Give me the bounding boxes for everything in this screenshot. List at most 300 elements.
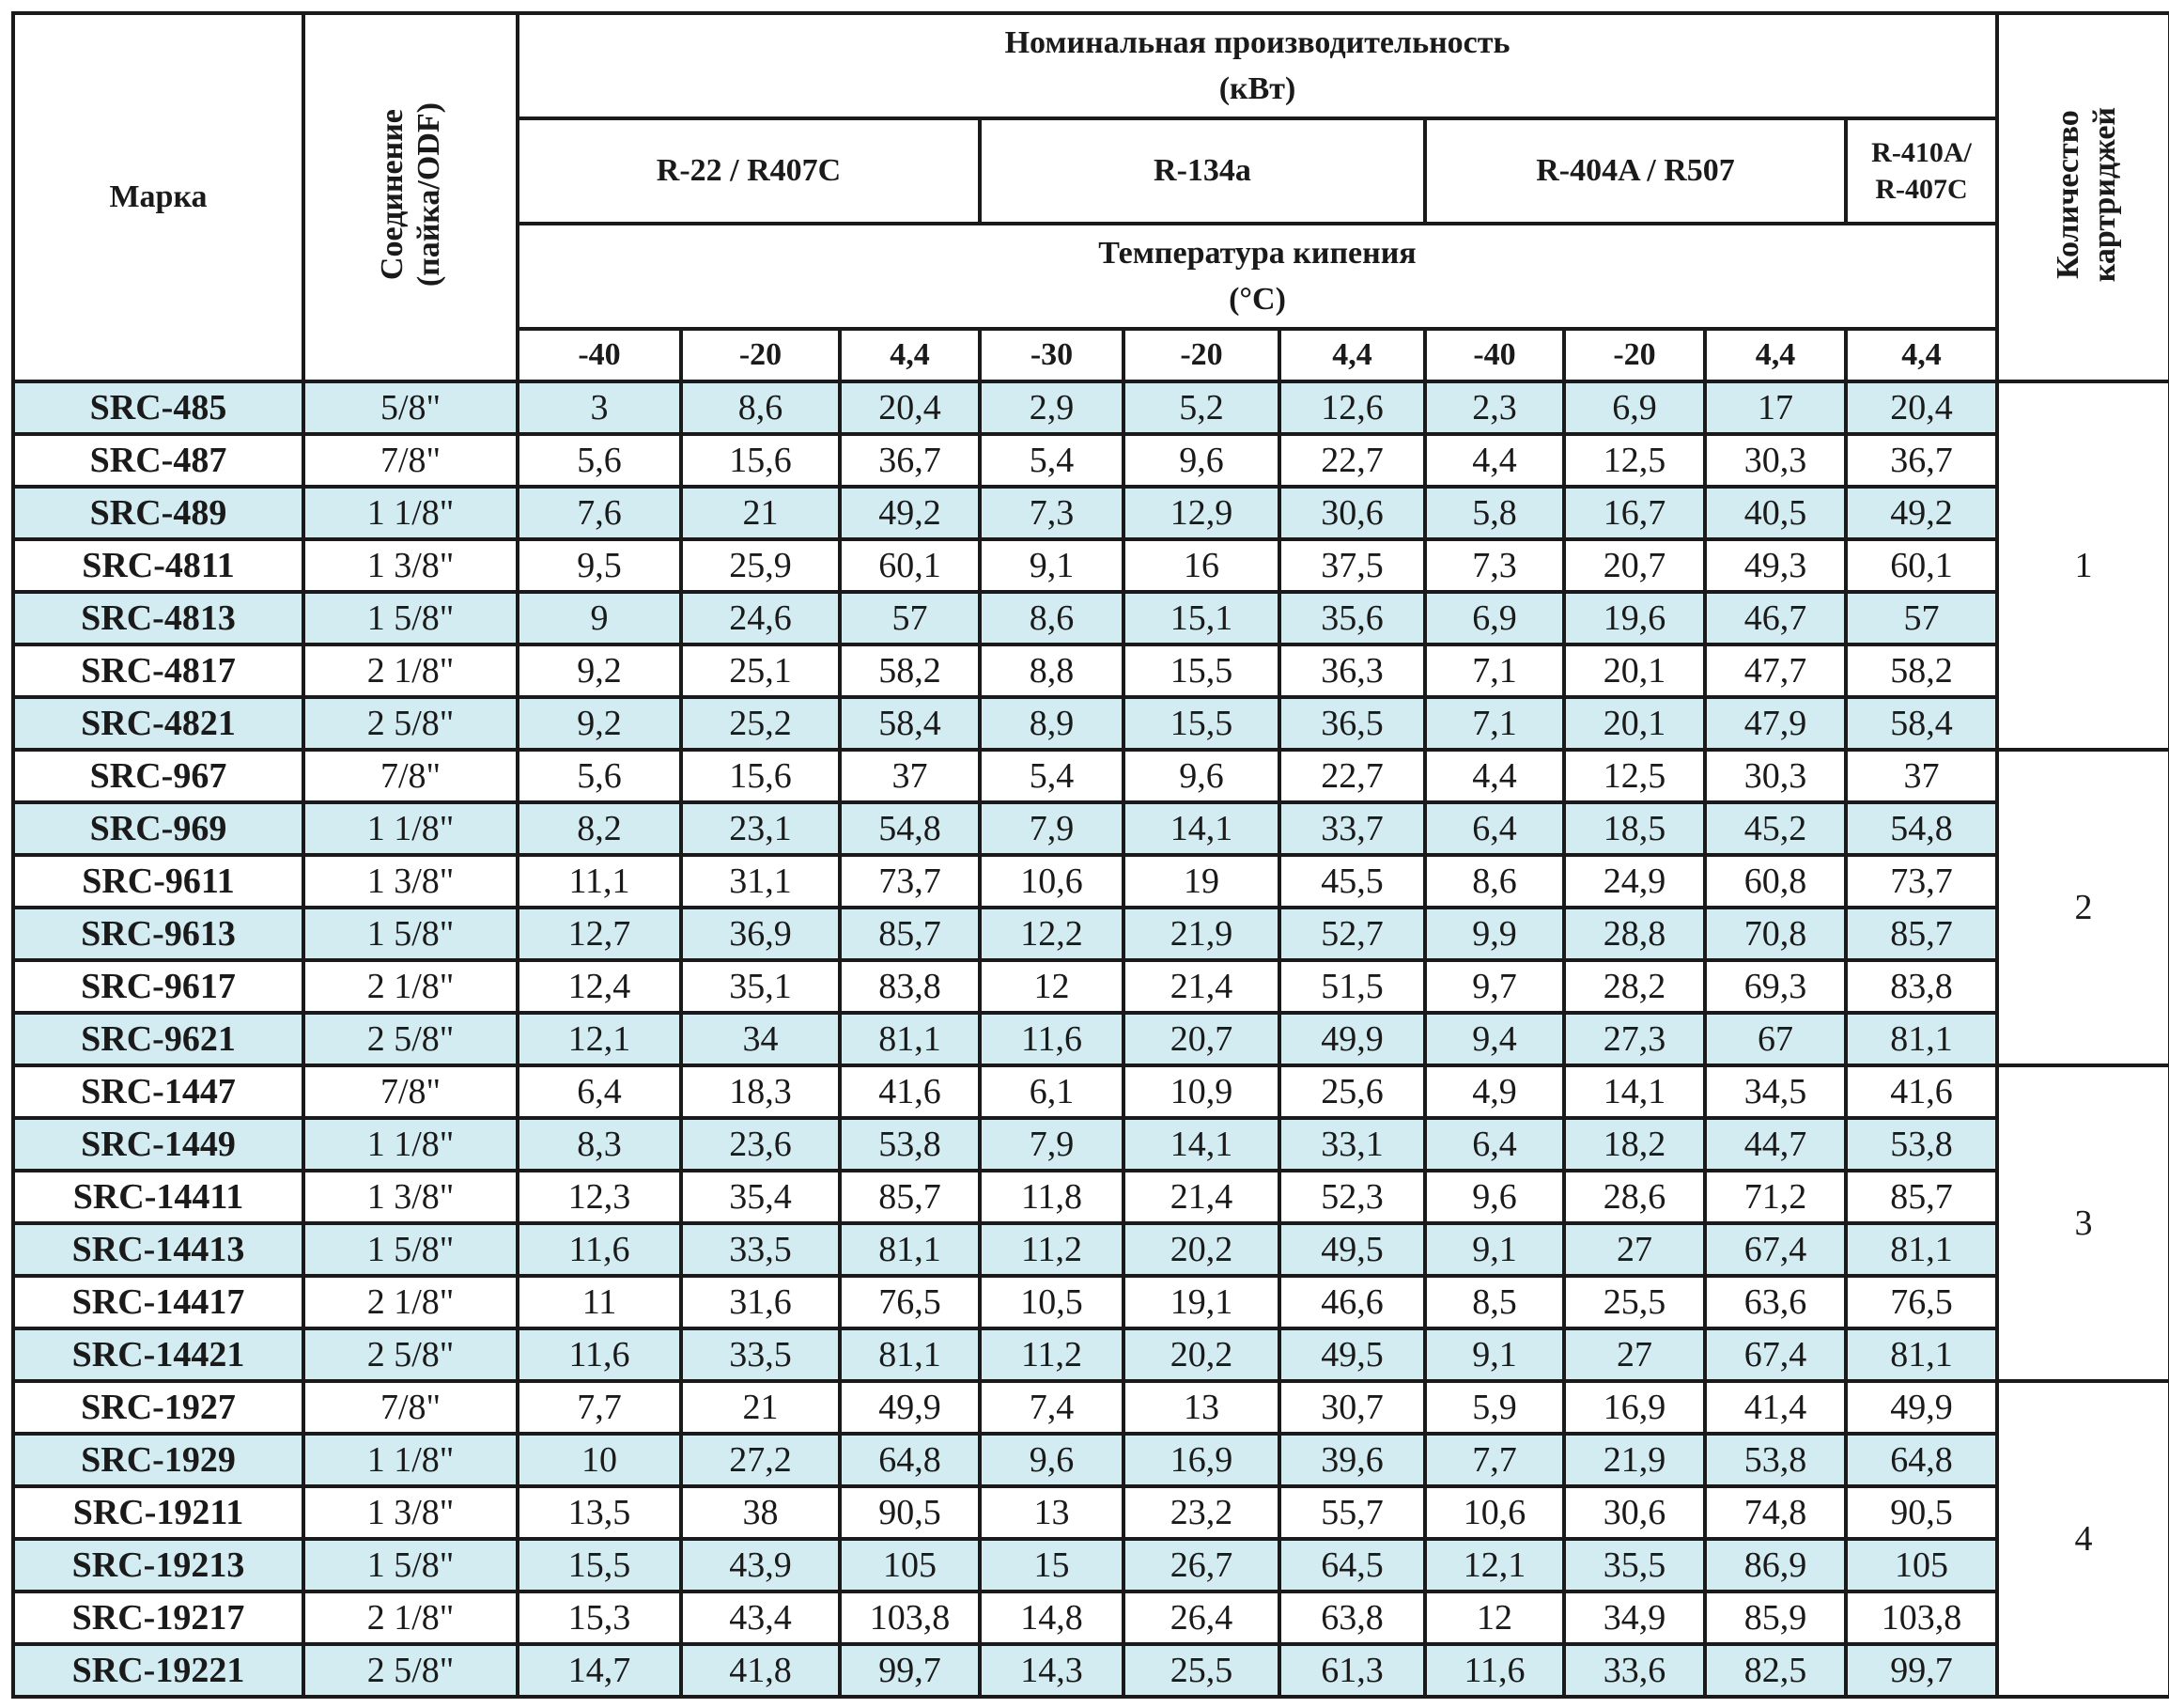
capacity-cell: 30,3 (1705, 750, 1846, 802)
capacity-cell: 43,4 (681, 1592, 840, 1644)
capacity-cell: 63,6 (1705, 1276, 1846, 1328)
capacity-cell: 12,2 (980, 908, 1123, 960)
capacity-cell: 9,6 (1123, 750, 1279, 802)
capacity-cell: 34,9 (1564, 1592, 1705, 1644)
capacity-cell: 33,6 (1564, 1644, 1705, 1697)
capacity-cell: 9,7 (1425, 960, 1564, 1013)
capacity-cell: 10,6 (980, 855, 1123, 908)
brand-cell: SRC-4821 (13, 697, 303, 750)
capacity-cell: 9,5 (518, 539, 681, 592)
connection-header (303, 13, 518, 381)
brand-cell: SRC-19211 (13, 1486, 303, 1539)
capacity-cell: 20,1 (1564, 697, 1705, 750)
connection-header-line2: (пайка/ODF) (411, 102, 446, 287)
brand-header: Марка (13, 13, 303, 381)
capacity-cell: 33,5 (681, 1223, 840, 1276)
temperature-header-cell: -40 (1425, 329, 1564, 381)
table-row (13, 1486, 2169, 1539)
capacity-cell: 83,8 (1846, 960, 1997, 1013)
capacity-cell: 85,7 (840, 908, 980, 960)
capacity-cell: 27,2 (681, 1434, 840, 1486)
connection-cell: 1 1/8" (303, 487, 518, 539)
temperature-header-cell: 4,4 (840, 329, 980, 381)
connection-cell: 1 1/8" (303, 802, 518, 855)
capacity-cell: 103,8 (1846, 1592, 1997, 1644)
capacity-cell: 25,5 (1123, 1644, 1279, 1697)
capacity-cell: 21,9 (1123, 908, 1279, 960)
capacity-cell: 60,1 (840, 539, 980, 592)
capacity-cell: 21,4 (1123, 1171, 1279, 1223)
table-row (13, 697, 2169, 750)
capacity-cell: 12,1 (518, 1013, 681, 1065)
capacity-cell: 6,9 (1425, 592, 1564, 644)
connection-cell: 2 1/8" (303, 1592, 518, 1644)
capacity-cell: 14,1 (1123, 1118, 1279, 1171)
capacity-cell: 25,6 (1279, 1065, 1425, 1118)
capacity-cell: 33,1 (1279, 1118, 1425, 1171)
connection-cell: 1 3/8" (303, 539, 518, 592)
table-row (13, 1223, 2169, 1276)
capacity-cell: 28,2 (1564, 960, 1705, 1013)
brand-cell: SRC-9621 (13, 1013, 303, 1065)
connection-cell: 5/8" (303, 381, 518, 434)
capacity-cell: 90,5 (840, 1486, 980, 1539)
table-row (13, 802, 2169, 855)
capacity-cell: 7,9 (980, 1118, 1123, 1171)
capacity-cell: 35,5 (1564, 1539, 1705, 1592)
cartridge-count-cell: 2 (1997, 750, 2169, 1065)
table-row (13, 381, 2169, 434)
capacity-cell: 36,3 (1279, 644, 1425, 697)
capacity-cell: 5,6 (518, 434, 681, 487)
capacity-cell: 51,5 (1279, 960, 1425, 1013)
capacity-cell: 11 (518, 1276, 681, 1328)
capacity-cell: 36,5 (1279, 697, 1425, 750)
temperature-header-cell: -40 (518, 329, 681, 381)
capacity-cell: 49,9 (1846, 1381, 1997, 1434)
temperature-header-cell: 4,4 (1705, 329, 1846, 381)
capacity-cell: 5,6 (518, 750, 681, 802)
capacity-cell: 54,8 (840, 802, 980, 855)
compressor-spec-table (11, 11, 2169, 1699)
capacity-cell: 9,1 (1425, 1223, 1564, 1276)
refrigerant-r410a-line1: R-410A/ (1871, 137, 1972, 168)
capacity-cell: 12,4 (518, 960, 681, 1013)
capacity-cell: 60,1 (1846, 539, 1997, 592)
capacity-cell: 67 (1705, 1013, 1846, 1065)
capacity-cell: 5,9 (1425, 1381, 1564, 1434)
capacity-cell: 73,7 (840, 855, 980, 908)
capacity-cell: 15,1 (1123, 592, 1279, 644)
capacity-cell: 46,7 (1705, 592, 1846, 644)
cartridge-count-cell: 4 (1997, 1381, 2169, 1697)
capacity-cell: 15,5 (1123, 697, 1279, 750)
capacity-cell: 49,2 (1846, 487, 1997, 539)
cartridge-count-cell: 1 (1997, 381, 2169, 750)
capacity-cell: 31,1 (681, 855, 840, 908)
cartridge-count-header-line2: картриджей (2087, 107, 2123, 283)
capacity-cell: 81,1 (840, 1328, 980, 1381)
capacity-cell: 49,2 (840, 487, 980, 539)
connection-cell: 7/8" (303, 1381, 518, 1434)
temperature-header-cell: 4,4 (1279, 329, 1425, 381)
capacity-cell: 35,1 (681, 960, 840, 1013)
connection-cell: 1 3/8" (303, 1486, 518, 1539)
capacity-cell: 55,7 (1279, 1486, 1425, 1539)
capacity-cell: 45,5 (1279, 855, 1425, 908)
capacity-cell: 33,7 (1279, 802, 1425, 855)
capacity-header-line2: (кВт) (1218, 71, 1296, 106)
connection-cell: 7/8" (303, 434, 518, 487)
capacity-cell: 53,8 (840, 1118, 980, 1171)
capacity-cell: 7,3 (1425, 539, 1564, 592)
capacity-cell: 38 (681, 1486, 840, 1539)
cartridge-count-header-line1: Количество (2051, 110, 2086, 280)
capacity-cell: 5,4 (980, 434, 1123, 487)
capacity-cell: 20,2 (1123, 1223, 1279, 1276)
capacity-cell: 24,9 (1564, 855, 1705, 908)
brand-cell: SRC-489 (13, 487, 303, 539)
brand-cell: SRC-967 (13, 750, 303, 802)
capacity-cell: 37 (1846, 750, 1997, 802)
brand-cell: SRC-14417 (13, 1276, 303, 1328)
capacity-cell: 7,7 (1425, 1434, 1564, 1486)
capacity-cell: 33,5 (681, 1328, 840, 1381)
brand-cell: SRC-485 (13, 381, 303, 434)
capacity-cell: 60,8 (1705, 855, 1846, 908)
capacity-cell: 2,3 (1425, 381, 1564, 434)
capacity-cell: 82,5 (1705, 1644, 1846, 1697)
capacity-cell: 25,2 (681, 697, 840, 750)
capacity-cell: 20,2 (1123, 1328, 1279, 1381)
table-row (13, 1434, 2169, 1486)
capacity-cell: 26,7 (1123, 1539, 1279, 1592)
table-row (13, 487, 2169, 539)
capacity-cell: 58,4 (840, 697, 980, 750)
connection-cell: 7/8" (303, 750, 518, 802)
capacity-cell: 12,5 (1564, 750, 1705, 802)
capacity-cell: 67,4 (1705, 1328, 1846, 1381)
refrigerant-r404a-header: R-404A / R507 (1425, 118, 1846, 224)
capacity-cell: 34,5 (1705, 1065, 1846, 1118)
capacity-cell: 8,9 (980, 697, 1123, 750)
capacity-cell: 71,2 (1705, 1171, 1846, 1223)
capacity-cell: 85,7 (1846, 1171, 1997, 1223)
capacity-cell: 11,1 (518, 855, 681, 908)
capacity-cell: 14,1 (1564, 1065, 1705, 1118)
capacity-cell: 99,7 (840, 1644, 980, 1697)
capacity-cell: 2,9 (980, 381, 1123, 434)
brand-cell: SRC-4813 (13, 592, 303, 644)
capacity-cell: 4,9 (1425, 1065, 1564, 1118)
capacity-cell: 21 (681, 487, 840, 539)
brand-cell: SRC-487 (13, 434, 303, 487)
brand-cell: SRC-19217 (13, 1592, 303, 1644)
table-row (13, 960, 2169, 1013)
connection-cell: 1 1/8" (303, 1118, 518, 1171)
capacity-cell: 103,8 (840, 1592, 980, 1644)
capacity-cell: 86,9 (1705, 1539, 1846, 1592)
brand-cell: SRC-9617 (13, 960, 303, 1013)
capacity-cell: 9,1 (1425, 1328, 1564, 1381)
capacity-cell: 7,1 (1425, 697, 1564, 750)
table-row (13, 1328, 2169, 1381)
capacity-cell: 7,4 (980, 1381, 1123, 1434)
connection-cell: 2 1/8" (303, 644, 518, 697)
capacity-cell: 20,4 (1846, 381, 1997, 434)
table-row (13, 1539, 2169, 1592)
capacity-cell: 99,7 (1846, 1644, 1997, 1697)
capacity-cell: 22,7 (1279, 434, 1425, 487)
capacity-cell: 15,5 (518, 1539, 681, 1592)
capacity-cell: 14,7 (518, 1644, 681, 1697)
table-row (13, 644, 2169, 697)
capacity-cell: 37,5 (1279, 539, 1425, 592)
capacity-cell: 85,9 (1705, 1592, 1846, 1644)
capacity-cell: 49,9 (840, 1381, 980, 1434)
capacity-cell: 64,8 (840, 1434, 980, 1486)
connection-header-line1: Соединение (374, 109, 410, 281)
capacity-cell: 13 (980, 1486, 1123, 1539)
capacity-cell: 81,1 (840, 1223, 980, 1276)
capacity-cell: 21,4 (1123, 960, 1279, 1013)
capacity-cell: 27 (1564, 1328, 1705, 1381)
capacity-cell: 30,6 (1564, 1486, 1705, 1539)
capacity-cell: 30,6 (1279, 487, 1425, 539)
capacity-cell: 28,8 (1564, 908, 1705, 960)
refrigerant-r410a-header (1846, 118, 1997, 224)
capacity-header (518, 13, 1997, 118)
evaporating-temp-line1: Температура кипения (1098, 235, 1417, 271)
capacity-cell: 20,1 (1564, 644, 1705, 697)
capacity-cell: 81,1 (1846, 1223, 1997, 1276)
capacity-cell: 19,1 (1123, 1276, 1279, 1328)
capacity-cell: 63,8 (1279, 1592, 1425, 1644)
capacity-cell: 8,6 (980, 592, 1123, 644)
capacity-cell: 5,4 (980, 750, 1123, 802)
capacity-cell: 44,7 (1705, 1118, 1846, 1171)
capacity-cell: 11,8 (980, 1171, 1123, 1223)
capacity-cell: 45,2 (1705, 802, 1846, 855)
capacity-cell: 16,7 (1564, 487, 1705, 539)
capacity-cell: 58,2 (1846, 644, 1997, 697)
capacity-cell: 14,3 (980, 1644, 1123, 1697)
table-row (13, 1592, 2169, 1644)
capacity-cell: 81,1 (1846, 1013, 1997, 1065)
brand-cell: SRC-14413 (13, 1223, 303, 1276)
temperature-header-cell: 4,4 (1846, 329, 1997, 381)
capacity-cell: 27,3 (1564, 1013, 1705, 1065)
capacity-cell: 9 (518, 592, 681, 644)
table-row (13, 1276, 2169, 1328)
capacity-cell: 15,6 (681, 750, 840, 802)
capacity-cell: 7,7 (518, 1381, 681, 1434)
capacity-cell: 12,3 (518, 1171, 681, 1223)
capacity-cell: 23,6 (681, 1118, 840, 1171)
table-header (13, 13, 2169, 381)
capacity-cell: 36,7 (840, 434, 980, 487)
capacity-cell: 3 (518, 381, 681, 434)
capacity-cell: 10,5 (980, 1276, 1123, 1328)
capacity-cell: 19 (1123, 855, 1279, 908)
capacity-cell: 15,6 (681, 434, 840, 487)
capacity-cell: 12,9 (1123, 487, 1279, 539)
table-row (13, 908, 2169, 960)
capacity-cell: 11,6 (1425, 1644, 1564, 1697)
connection-cell: 1 5/8" (303, 908, 518, 960)
connection-cell: 2 5/8" (303, 697, 518, 750)
brand-cell: SRC-19221 (13, 1644, 303, 1697)
capacity-cell: 11,6 (518, 1328, 681, 1381)
brand-cell: SRC-1927 (13, 1381, 303, 1434)
capacity-cell: 81,1 (1846, 1328, 1997, 1381)
temperature-header-cell: -30 (980, 329, 1123, 381)
capacity-cell: 6,4 (518, 1065, 681, 1118)
capacity-cell: 35,4 (681, 1171, 840, 1223)
capacity-cell: 12,7 (518, 908, 681, 960)
capacity-cell: 15,3 (518, 1592, 681, 1644)
table-row (13, 434, 2169, 487)
capacity-cell: 8,3 (518, 1118, 681, 1171)
capacity-cell: 30,3 (1705, 434, 1846, 487)
capacity-cell: 9,1 (980, 539, 1123, 592)
capacity-cell: 10,9 (1123, 1065, 1279, 1118)
brand-cell: SRC-14411 (13, 1171, 303, 1223)
table-row (13, 855, 2169, 908)
brand-cell: SRC-4817 (13, 644, 303, 697)
capacity-cell: 10,6 (1425, 1486, 1564, 1539)
capacity-cell: 9,4 (1425, 1013, 1564, 1065)
capacity-cell: 74,8 (1705, 1486, 1846, 1539)
capacity-cell: 12 (980, 960, 1123, 1013)
brand-cell: SRC-9613 (13, 908, 303, 960)
capacity-cell: 30,7 (1279, 1381, 1425, 1434)
capacity-cell: 11,2 (980, 1223, 1123, 1276)
capacity-cell: 8,2 (518, 802, 681, 855)
capacity-cell: 35,6 (1279, 592, 1425, 644)
table-row (13, 592, 2169, 644)
capacity-cell: 10 (518, 1434, 681, 1486)
table-row (13, 539, 2169, 592)
capacity-cell: 9,6 (980, 1434, 1123, 1486)
capacity-cell: 4,4 (1425, 434, 1564, 487)
capacity-cell: 37 (840, 750, 980, 802)
capacity-cell: 25,5 (1564, 1276, 1705, 1328)
capacity-cell: 21 (681, 1381, 840, 1434)
capacity-cell: 7,3 (980, 487, 1123, 539)
capacity-cell: 57 (1846, 592, 1997, 644)
capacity-cell: 16,9 (1123, 1434, 1279, 1486)
capacity-cell: 18,2 (1564, 1118, 1705, 1171)
connection-cell: 1 3/8" (303, 1171, 518, 1223)
capacity-cell: 4,4 (1425, 750, 1564, 802)
table-row (13, 1381, 2169, 1434)
capacity-cell: 25,1 (681, 644, 840, 697)
table-row (13, 1644, 2169, 1697)
capacity-cell: 14,8 (980, 1592, 1123, 1644)
capacity-cell: 43,9 (681, 1539, 840, 1592)
capacity-cell: 12,6 (1279, 381, 1425, 434)
capacity-cell: 16 (1123, 539, 1279, 592)
capacity-cell: 25,9 (681, 539, 840, 592)
connection-cell: 2 5/8" (303, 1644, 518, 1697)
capacity-cell: 18,3 (681, 1065, 840, 1118)
capacity-cell: 58,2 (840, 644, 980, 697)
capacity-cell: 8,6 (681, 381, 840, 434)
cartridge-count-cell: 3 (1997, 1065, 2169, 1381)
capacity-cell: 11,6 (518, 1223, 681, 1276)
capacity-cell: 69,3 (1705, 960, 1846, 1013)
capacity-cell: 52,7 (1279, 908, 1425, 960)
brand-cell: SRC-19213 (13, 1539, 303, 1592)
capacity-cell: 22,7 (1279, 750, 1425, 802)
capacity-cell: 28,6 (1564, 1171, 1705, 1223)
capacity-cell: 41,4 (1705, 1381, 1846, 1434)
capacity-cell: 13,5 (518, 1486, 681, 1539)
capacity-cell: 70,8 (1705, 908, 1846, 960)
capacity-cell: 21,9 (1564, 1434, 1705, 1486)
connection-cell: 2 5/8" (303, 1013, 518, 1065)
capacity-cell: 9,6 (1425, 1171, 1564, 1223)
refrigerant-r134a-header: R-134a (980, 118, 1425, 224)
capacity-cell: 8,6 (1425, 855, 1564, 908)
capacity-cell: 15 (980, 1539, 1123, 1592)
brand-cell: SRC-1447 (13, 1065, 303, 1118)
capacity-cell: 7,9 (980, 802, 1123, 855)
capacity-cell: 8,5 (1425, 1276, 1564, 1328)
capacity-cell: 41,8 (681, 1644, 840, 1697)
capacity-cell: 20,7 (1123, 1013, 1279, 1065)
capacity-cell: 53,8 (1705, 1434, 1846, 1486)
capacity-cell: 5,2 (1123, 381, 1279, 434)
capacity-cell: 23,1 (681, 802, 840, 855)
temperature-header-cell: -20 (681, 329, 840, 381)
evaporating-temp-line2: (°C) (1229, 282, 1286, 317)
connection-cell: 7/8" (303, 1065, 518, 1118)
table-row (13, 750, 2169, 802)
capacity-cell: 26,4 (1123, 1592, 1279, 1644)
capacity-cell: 17 (1705, 381, 1846, 434)
capacity-cell: 46,6 (1279, 1276, 1425, 1328)
capacity-cell: 49,9 (1279, 1013, 1425, 1065)
capacity-cell: 11,6 (980, 1013, 1123, 1065)
capacity-cell: 9,2 (518, 644, 681, 697)
capacity-cell: 23,2 (1123, 1486, 1279, 1539)
capacity-cell: 12,1 (1425, 1539, 1564, 1592)
cartridge-count-header (1997, 13, 2169, 381)
refrigerant-r410a-line2: R-407C (1875, 174, 1968, 205)
capacity-cell: 76,5 (1846, 1276, 1997, 1328)
capacity-cell: 39,6 (1279, 1434, 1425, 1486)
capacity-cell: 8,8 (980, 644, 1123, 697)
connection-cell: 2 5/8" (303, 1328, 518, 1381)
refrigerant-r22-header: R-22 / R407C (518, 118, 980, 224)
table-row (13, 1013, 2169, 1065)
capacity-cell: 13 (1123, 1381, 1279, 1434)
capacity-cell: 6,4 (1425, 1118, 1564, 1171)
capacity-cell: 36,7 (1846, 434, 1997, 487)
connection-cell: 1 5/8" (303, 1539, 518, 1592)
capacity-cell: 19,6 (1564, 592, 1705, 644)
temperature-header-cell: -20 (1123, 329, 1279, 381)
capacity-cell: 6,4 (1425, 802, 1564, 855)
capacity-cell: 40,5 (1705, 487, 1846, 539)
capacity-cell: 41,6 (840, 1065, 980, 1118)
brand-cell: SRC-969 (13, 802, 303, 855)
capacity-cell: 53,8 (1846, 1118, 1997, 1171)
capacity-cell: 6,9 (1564, 381, 1705, 434)
capacity-header-line1: Номинальная производительность (1004, 24, 1511, 60)
